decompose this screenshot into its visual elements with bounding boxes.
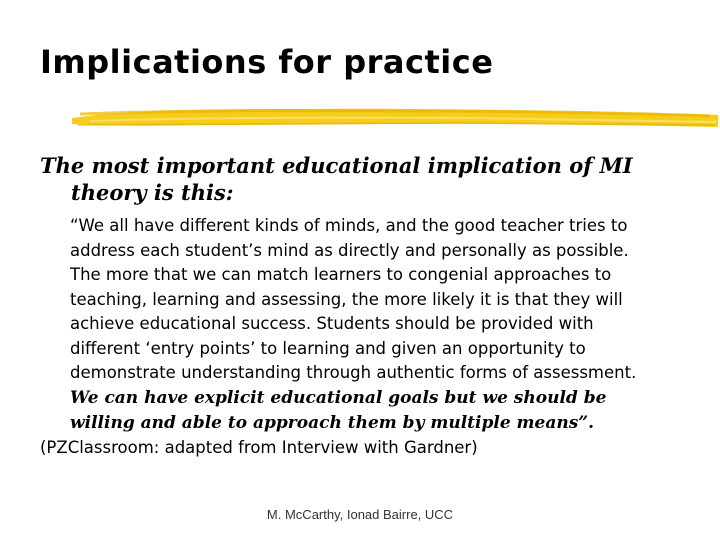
slide-footer: M. McCarthy, Ionad Bairre, UCC (266, 507, 454, 522)
gardner-quote (70, 214, 710, 436)
quote-line: address each student’s mind as directly and personally as possible. (70, 240, 629, 260)
lead-line: The most important educational implication of MI (40, 153, 633, 178)
quote-line: achieve educational success. Students should be provided with (70, 314, 594, 333)
title-underline (70, 100, 720, 134)
quote-emphasis-line: We can have explicit educational goals but we should be (70, 387, 607, 408)
lead-statement (40, 152, 700, 206)
quote-emphasis-line: willing and able to approach them by multiple means”. (70, 412, 595, 433)
quote-source: (PZClassroom: adapted from Interview with Gardner) (40, 438, 478, 457)
quote-line: different ‘entry points’ to learning and given an opportunity to (70, 338, 586, 358)
lead-line: theory is this: (71, 180, 234, 205)
quote-line: “We all have different kinds of minds, and the good teacher tries to (70, 216, 628, 235)
quote-line: demonstrate understanding through authentic forms of assessment. (70, 363, 637, 382)
quote-line: The more that we can match learners to congenial approaches to (70, 265, 612, 284)
slide-title: Implications for practice (40, 43, 494, 81)
quote-line: teaching, learning and assessing, the more likely it is that they will (70, 289, 623, 309)
